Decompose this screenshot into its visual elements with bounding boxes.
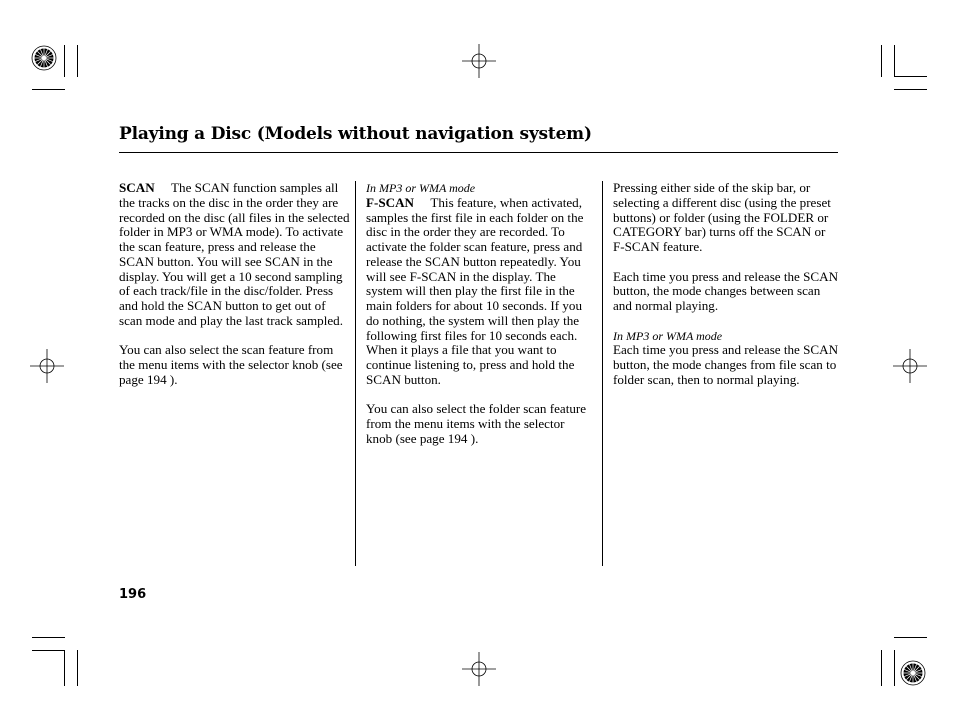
skip-bar-paragraph: Pressing either side of the skip bar, or selecting a different disc (using the preset buttons) or folder (using the FOLDER or CATEGORY bar) turns off the SCAN or F-SCAN feature. (613, 180, 831, 254)
page-title: Playing a Disc (Models without navigation system) (119, 124, 592, 144)
folder-scan-mode-paragraph: Each time you press and release the SCAN button, the mode changes from file scan to folder scan, then to normal playing. (613, 342, 839, 387)
mode-label: In MP3 or WMA mode (613, 328, 723, 343)
crop-mark (894, 650, 895, 686)
column-2 (366, 181, 592, 461)
registration-target-icon (893, 349, 927, 383)
crop-mark (881, 650, 882, 686)
crop-mark (77, 650, 78, 686)
fscan-paragraph (366, 196, 592, 388)
column-3 (613, 181, 839, 402)
mode-label: In MP3 or WMA mode (366, 181, 476, 195)
registration-target-icon (462, 44, 496, 78)
fscan-menu-paragraph: You can also select the folder scan feature from the menu items with the selector knob (see page 194 ). (366, 401, 587, 446)
crop-mark (894, 45, 895, 77)
crop-mark (881, 45, 882, 77)
crop-mark (894, 76, 927, 77)
starburst-register-icon (31, 45, 57, 71)
crop-mark (894, 89, 927, 90)
scan-paragraph (119, 181, 351, 329)
crop-mark (32, 650, 65, 651)
scan-menu-paragraph: You can also select the scan feature from the menu items with the selector knob (see page 194 ). (119, 342, 343, 387)
crop-mark (32, 637, 65, 638)
fscan-description: This feature, when activated, samples the first file in each folder on the disc in the order they are recorded. To activate the folder scan feature, press and release the SCAN button repeatedly. You will see F-SCAN in the display. The system will then play the first file in the main folders for about 10 seconds. If you do nothing, the system will then play the following first files for 10 seconds each. When it plays a file that you want to continue listening to, press and hold the SCAN button. (366, 194, 584, 387)
title-rule (119, 152, 838, 153)
starburst-register-icon (900, 660, 926, 686)
column-divider (602, 181, 603, 566)
crop-mark (894, 637, 927, 638)
crop-mark (64, 650, 65, 686)
crop-mark (64, 45, 65, 77)
crop-mark (77, 45, 78, 77)
scan-heading: SCAN (119, 180, 155, 195)
page-number: 196 (119, 587, 147, 602)
crop-mark (32, 89, 65, 90)
registration-target-icon (30, 349, 64, 383)
fscan-heading: F-SCAN (366, 194, 415, 210)
scan-description: The SCAN function samples all the tracks on the disc in the order they are recorded on the disc (all files in the selected folder in MP3 or WMA mode). To activate the scan feature, press and release the SCAN button. You will see SCAN in the display. You will get a 10 second sampling of each track/file in the disc/folder. Press and hold the SCAN button to get out of scan mode and play the last track sampled. (119, 180, 350, 328)
scan-mode-paragraph: Each time you press and release the SCAN button, the mode changes between scan and normal playing. (613, 268, 839, 313)
registration-target-icon (462, 652, 496, 686)
column-divider (355, 181, 356, 566)
column-1 (119, 181, 351, 402)
